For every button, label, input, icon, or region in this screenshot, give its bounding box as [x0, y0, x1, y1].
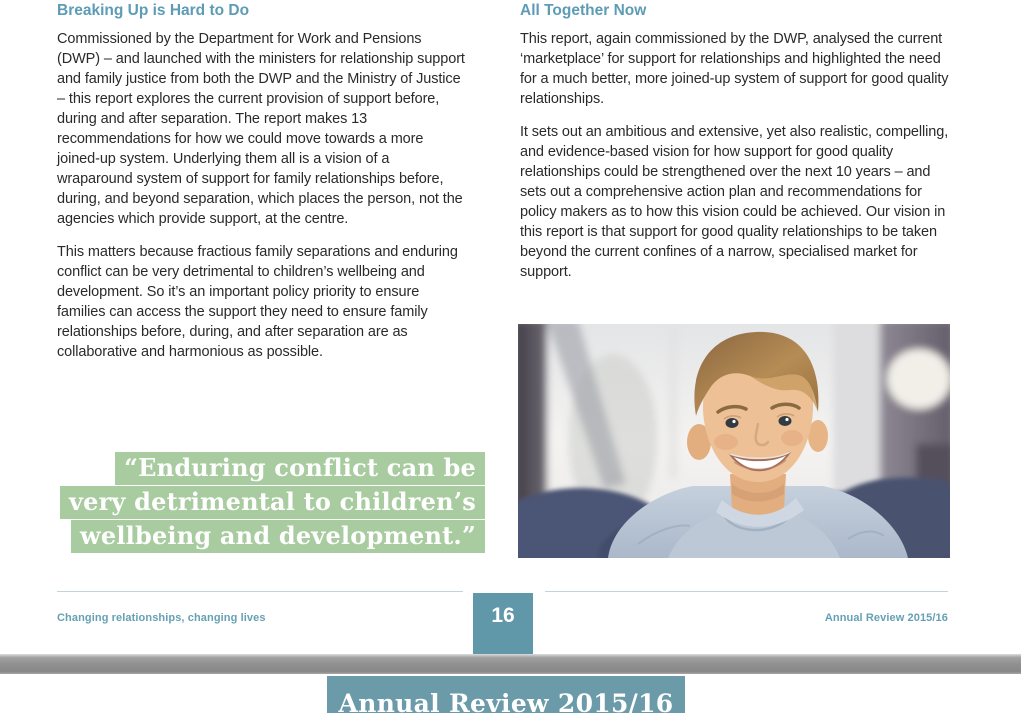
page-separator-bar	[0, 654, 1021, 674]
page-number-badge	[473, 593, 533, 654]
pull-quote-line-3: wellbeing and development.”	[71, 520, 485, 553]
pull-quote-line-2: very detrimental to children’s	[60, 486, 485, 519]
next-page-title-banner	[327, 676, 685, 713]
left-column-heading: Breaking Up is Hard to Do	[57, 2, 250, 19]
right-column-paragraph-2: It sets out an ambitious and extensive, yet also realistic, compelling, and evidence-based vision for how support for good quality relationships could be strengthened over the next 10 years – and sets out a comprehensive action plan and recommendations for policy makers as to how this vision could be achieved. Our vision in this report is that support for good quality relationships to be taken beyond the current confines of a narrow, specialised market for support.	[520, 124, 949, 280]
right-column-heading: All Together Now	[520, 2, 647, 19]
left-column	[57, 2, 467, 375]
footer-rule-left	[57, 591, 463, 592]
page-number: 16	[491, 604, 515, 627]
next-page-top	[0, 674, 1021, 713]
footer-edition: Annual Review 2015/16	[824, 612, 948, 624]
left-column-paragraph-1: Commissioned by the Department for Work and Pensions (DWP) – and launched with the ministers for relationship support and family justice from both the DWP and the Ministry of Justice – this report explores the current provision of support before, during and after separation. The report makes 13 recommendations for how we could move towards a more joined-up system. Underlying them all is a vision of a wraparound system of support for family relationships before, during, and beyond separation, which places the person, not the agencies which provide support, at the centre.	[57, 31, 465, 227]
next-page-title: Annual Review 2015/16	[338, 689, 674, 713]
footer-tagline: Changing relationships, changing lives	[57, 612, 266, 624]
footer-rule-right	[545, 591, 948, 592]
right-column-paragraph-1: This report, again commissioned by the DWP, analysed the current ‘marketplace’ for support for relationships and highlighted the need for a much better, more joined-up system of support for good quality relationships.	[520, 31, 949, 107]
pull-quote-line-1: “Enduring conflict can be	[115, 452, 485, 485]
pull-quote	[57, 452, 485, 554]
left-column-paragraph-2: This matters because fractious family separations and enduring conflict can be very detrimental to children’s wellbeing and development. So it’s an important policy priority to ensure families can access the support they need to ensure family relationships before, during, and after separation are as collaborative and harmonious as possible.	[57, 244, 458, 360]
smiling-boy-illustration	[518, 324, 950, 558]
right-column	[520, 2, 952, 295]
smiling-boy-photo	[518, 324, 950, 558]
